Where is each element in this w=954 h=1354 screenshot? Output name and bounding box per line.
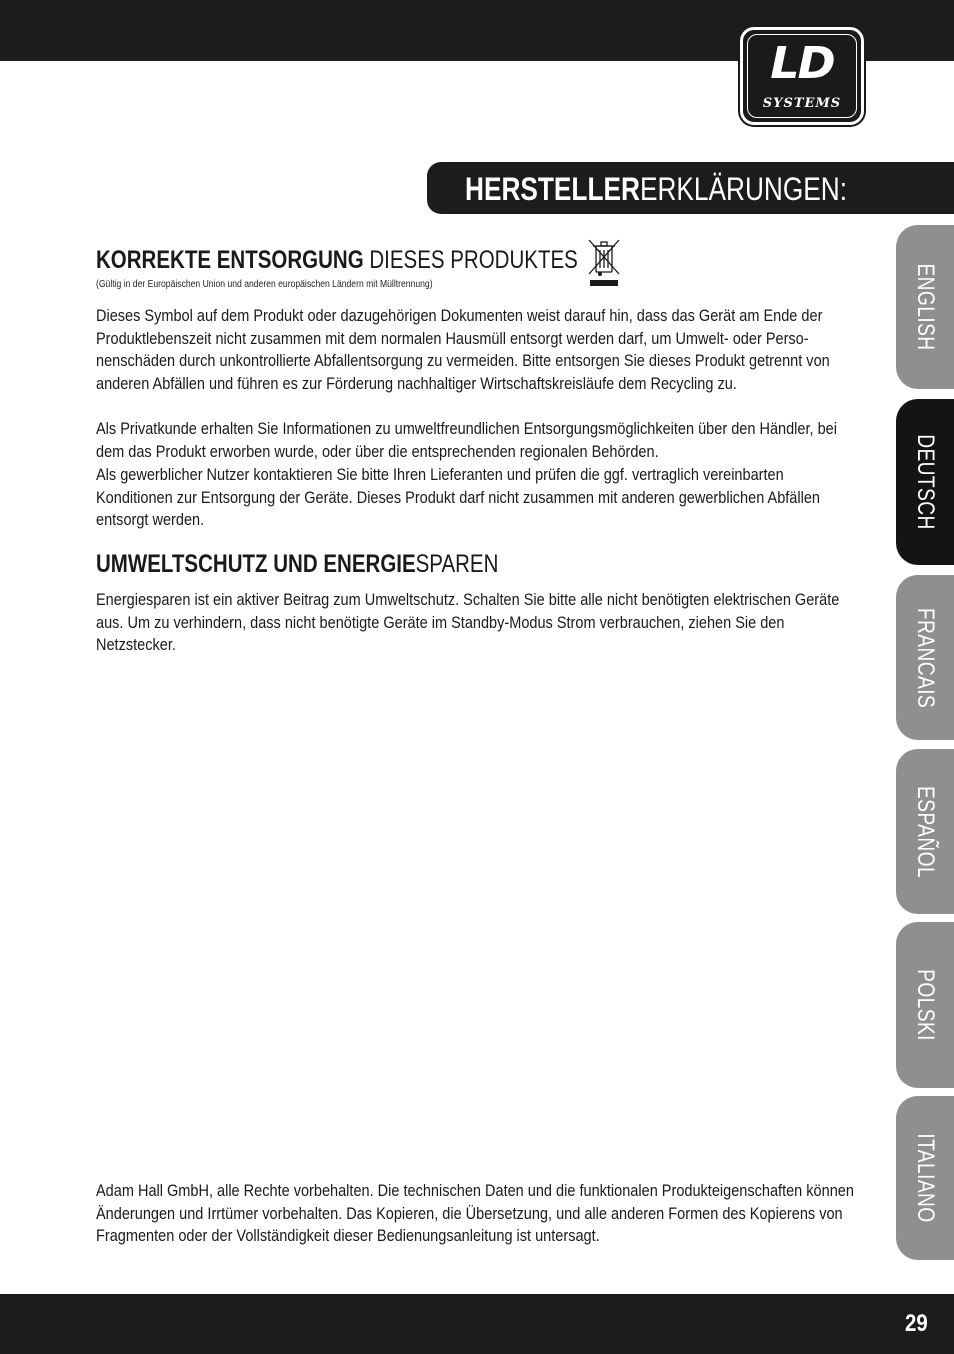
- tab-polski[interactable]: [896, 922, 954, 1088]
- paragraph-text: Als Privatkunde erhalten Sie Informationen zu umweltfreundlichen Entsorgungsmöglichkeiten über den Händler, bei dem das Produkt erworben wurde, oder über die entsprechenden regionalen Behörden.: [96, 420, 837, 461]
- tab-label: POLSKI: [912, 969, 939, 1041]
- disposal-paragraph-1: [96, 305, 856, 395]
- tab-label: ESPAÑOL: [912, 785, 939, 878]
- tab-italiano[interactable]: [896, 1096, 954, 1260]
- section-energy-heading: [96, 549, 856, 579]
- bottom-bar: [0, 1294, 954, 1354]
- heading-regular: DIESES PRODUKTES: [363, 246, 578, 274]
- tab-francais[interactable]: [896, 575, 954, 740]
- copyright-text: Adam Hall GmbH, alle Rechte vorbehalten. Die technischen Daten und die funktionalen Produkteigenschaften können Änderungen und Irrtümer vorbehalten. Das Kopieren, die Übersetzung, und alle anderen Formen des Kopierens von Fragmenten oder der Vollständigkeit dieser Bedienungsanleitung ist untersagt.: [96, 1182, 854, 1246]
- section-heading: [96, 245, 719, 275]
- page-title-bar: [427, 162, 954, 214]
- tab-espanol[interactable]: [896, 749, 954, 914]
- paragraph-text: Energiesparen ist ein aktiver Beitrag zum Umweltschutz. Schalten Sie bitte alle nicht benötigten elektrischen Geräte aus. Um zu verhindern, dass nicht benötigte Geräte im Standby-Modus Strom verbrauchen, ziehen Sie den Netzstecker.: [96, 591, 840, 655]
- disposal-note: [96, 279, 856, 291]
- tab-deutsch[interactable]: [896, 399, 954, 565]
- note-text: (Gültig in der Europäischen Union und anderen europäischen Ländern mit Mülltrennung): [96, 279, 433, 290]
- page-title-bold: HERSTELLER: [465, 171, 640, 207]
- section-heading: [96, 549, 719, 579]
- section-disposal-heading: [96, 245, 856, 275]
- tab-label: DEUTSCH: [912, 434, 939, 530]
- copyright-paragraph: [96, 1180, 856, 1248]
- heading-bold: KORREKTE ENTSORGUNG: [96, 246, 364, 274]
- page-number: 29: [905, 1310, 928, 1337]
- tab-label: ENGLISH: [912, 263, 939, 351]
- heading-regular: SPAREN: [415, 550, 499, 578]
- tab-label: ITALIANO: [912, 1133, 939, 1223]
- disposal-paragraph-3: [96, 464, 856, 532]
- disposal-paragraph-2: [96, 418, 856, 463]
- page-title: [465, 170, 847, 208]
- tab-label: FRANCAIS: [912, 607, 939, 708]
- paragraph-text: Dieses Symbol auf dem Produkt oder dazugehörigen Dokumenten weist darauf hin, dass das Gerät am Ende der Produktlebenszeit nicht zusammen mit dem normalen Hausmüll entsorgt werden darf, um Umwelt- oder Perso-nenschäden durch unkontrollierte Abfallentsorgung zu vermeiden. Bitte entsorgen Sie dieses Produkt getrennt von anderen Abfällen und führen es zur Förderung nachhaltiger Wirtschaftskreisläufe dem Recycling zu.: [96, 307, 830, 393]
- ld-systems-logo: [740, 27, 864, 125]
- paragraph-text: Als gewerblicher Nutzer kontaktieren Sie bitte Ihren Lieferanten und prüfen die ggf. vertraglich vereinbarten Konditionen zur Entsorgung der Geräte. Dieses Produkt darf nicht zusammen mit anderen gewerblichen Abfällen entsorgt werden.: [96, 466, 820, 530]
- energy-paragraph: [96, 589, 856, 657]
- logo-main-text: LD: [770, 37, 834, 89]
- tab-english[interactable]: [896, 225, 954, 389]
- page-title-regular: ERKLÄRUNGEN:: [639, 171, 847, 207]
- logo-sub-text: SYSTEMS: [762, 96, 842, 111]
- heading-bold: UMWELTSCHUTZ UND ENERGIE: [96, 550, 416, 578]
